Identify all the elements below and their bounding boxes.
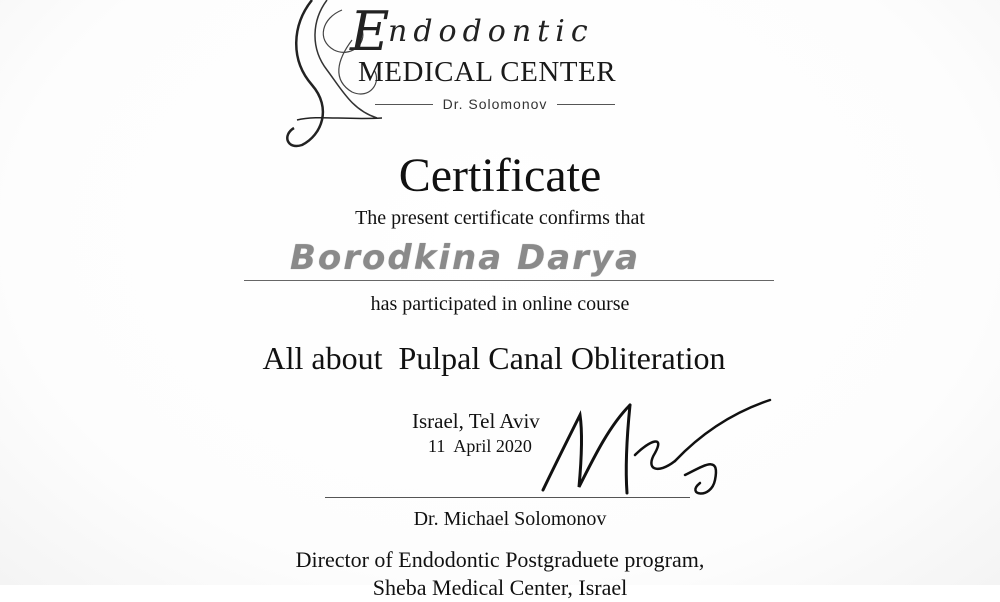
logo-script-initial: E	[350, 0, 390, 63]
signer-role: Director of Endodontic Postgraduete program,	[295, 547, 705, 572]
logo-doctor-line	[360, 94, 630, 114]
signature-icon	[535, 395, 785, 505]
divider	[375, 104, 433, 105]
name-underline	[244, 280, 774, 281]
divider	[557, 104, 615, 105]
signer-organization: Sheba Medical Center, Israel	[372, 575, 628, 600]
date: 11 April 2020	[428, 436, 532, 456]
participated-text: has participated in online course	[370, 293, 630, 315]
course-title: All about Pulpal Canal Obliteration	[262, 340, 726, 376]
logo-center-name: MEDICAL CENTER	[358, 56, 617, 88]
confirms-text: The present certificate confirms that	[355, 207, 645, 229]
certificate-title: Certificate	[398, 149, 602, 202]
recipient-name: Borodkina Darya	[290, 238, 641, 278]
logo-script-text: ndodontic	[388, 14, 594, 49]
signer-name: Dr. Michael Solomonov	[413, 508, 607, 530]
signature-line	[325, 497, 690, 498]
logo-doctor: Dr. Solomonov	[442, 96, 548, 112]
place: Israel, Tel Aviv	[412, 409, 540, 433]
